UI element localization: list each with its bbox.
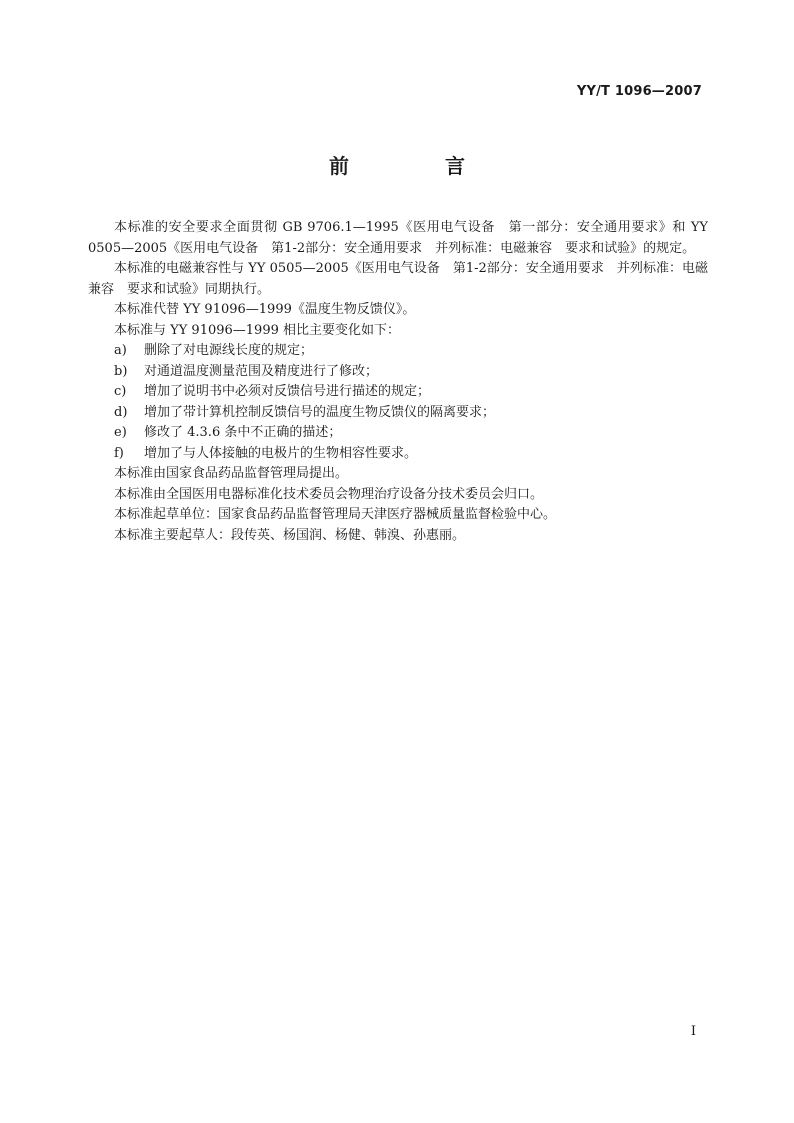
list-item — [88, 341, 708, 362]
list-marker: a) — [114, 343, 127, 358]
list-marker: b) — [114, 363, 128, 379]
list-item-text: 增加了说明书中必须对反馈信号进行描述的规定； — [144, 384, 431, 399]
list-item — [88, 444, 708, 465]
list-item — [88, 362, 708, 383]
list-item-text: 删除了对电源线长度的规定； — [144, 343, 314, 358]
paragraph-drafters: 本标准主要起草人：段传英、杨国润、杨健、韩溴、孙惠丽。 — [114, 527, 466, 543]
list-marker: c) — [114, 384, 127, 399]
list-item — [88, 403, 708, 424]
foreword-body — [88, 218, 708, 546]
list-item-text: 增加了带计算机控制反馈信号的温度生物反馈仪的隔离要求； — [144, 404, 496, 420]
list-marker: e) — [114, 425, 127, 440]
paragraph-centralized-by: 本标准由全国医用电器标准化技术委员会物理治疗设备分技术委员会归口。 — [114, 486, 544, 502]
paragraph-safety: 本标准的安全要求全面贯彻 GB 9706.1—1995《医用电气设备 第一部分：安全通用要求》和 YY 0505—2005《医用电气设备 第1-2部分：安全通用要求 并列标准：电磁兼容 要求和试验》的规定。 — [88, 220, 708, 256]
list-item — [88, 382, 708, 403]
paragraph-replaces: 本标准代替 YY 91096—1999《温度生物反馈仪》。 — [114, 302, 416, 317]
paragraph-drafting-unit: 本标准起草单位：国家食品药品监督管理局天津医疗器械质量监督检验中心。 — [114, 507, 557, 522]
list-item-text: 对通道温度测量范围及精度进行了修改； — [144, 363, 379, 379]
paragraph-emc: 本标准的电磁兼容性与 YY 0505—2005《医用电气设备 第1-2部分：安全通用要求 并列标准：电磁兼容 要求和试验》同期执行。 — [88, 261, 708, 297]
list-marker: d) — [114, 404, 128, 420]
paragraph-changes-intro: 本标准与 YY 91096—1999 相比主要变化如下： — [114, 322, 401, 338]
page-title: 前 言 — [329, 154, 503, 178]
list-item — [88, 423, 708, 444]
page-number: I — [690, 1024, 696, 1039]
list-marker: f) — [114, 445, 124, 461]
standard-number: YY/T 1096—2007 — [576, 84, 702, 99]
list-item-text: 修改了 4.3.6 条中不正确的描述； — [144, 425, 342, 440]
list-item-text: 增加了与人体接触的电极片的生物相容性要求。 — [144, 445, 418, 461]
paragraph-proposed-by: 本标准由国家食品药品监督管理局提出。 — [114, 466, 349, 481]
